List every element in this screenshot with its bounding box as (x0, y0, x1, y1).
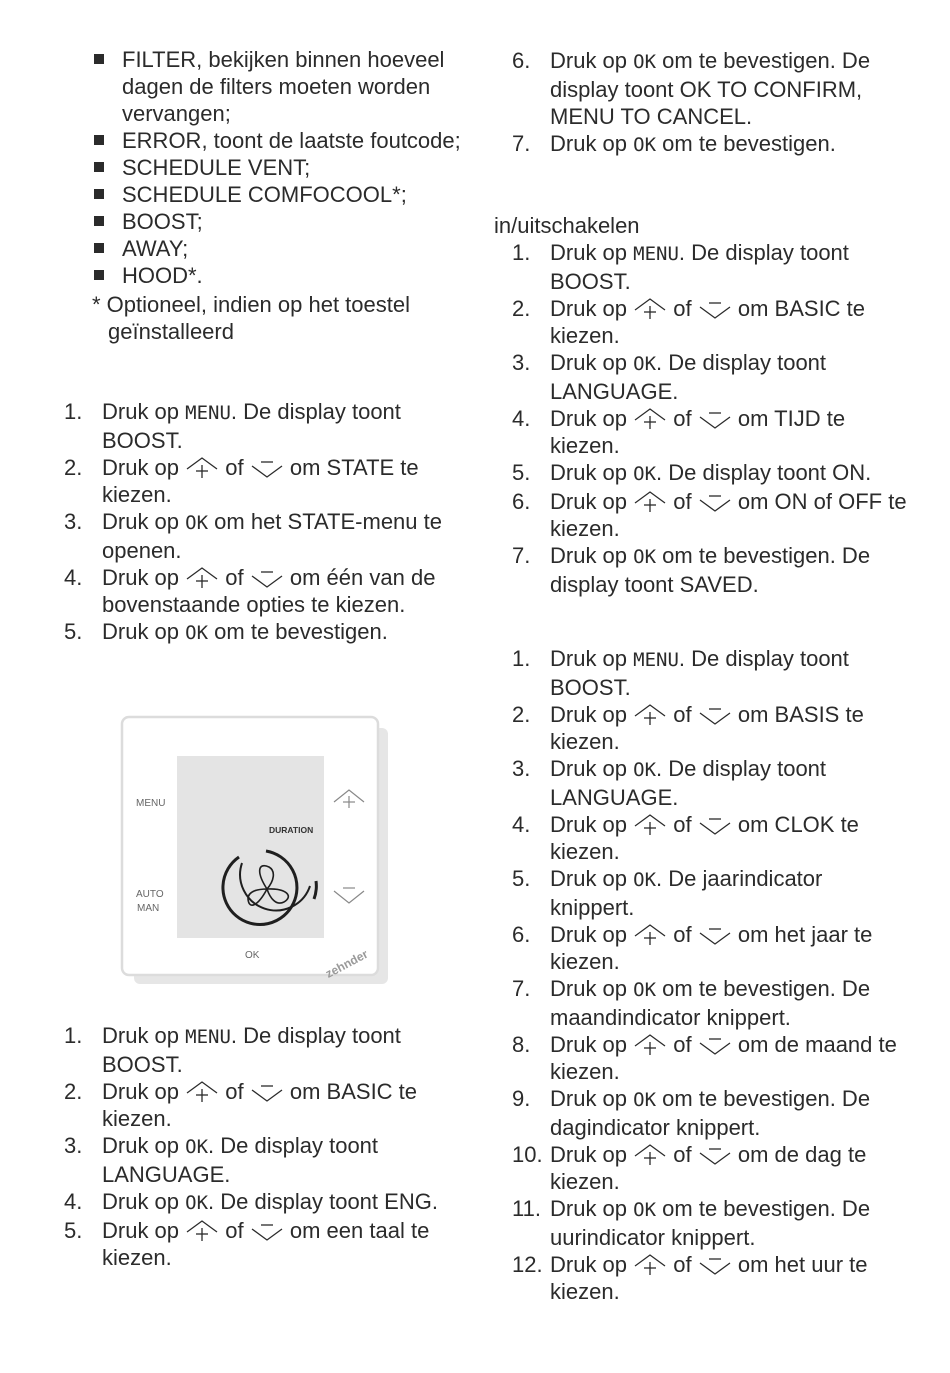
of-connector: of (673, 406, 692, 431)
up-arrow-plus-icon (633, 922, 667, 948)
step-text-pre: Druk op (550, 1086, 634, 1111)
confirm-steps-list (512, 47, 912, 159)
step-number: 8. (512, 1032, 531, 1057)
section-heading: in/uitschakelen (494, 213, 640, 238)
step-text-post: . De jaarindicator knippert. (550, 866, 823, 920)
of-connector: of (673, 812, 692, 837)
step-text-post: . De display toont LANGUAGE. (102, 1133, 379, 1187)
step-item (512, 349, 912, 405)
step-text-pre: Druk op (550, 1142, 634, 1167)
up-arrow-plus-icon (633, 702, 667, 728)
ok-button-label: OK (185, 1192, 209, 1214)
step-text-post: . De display toont BOOST. (550, 646, 849, 700)
step-item (64, 454, 464, 508)
step-item (512, 1195, 912, 1251)
step-text-pre: Druk op (550, 812, 634, 837)
state-steps-list (64, 398, 464, 647)
step-number: 6. (512, 922, 531, 947)
down-arrow-minus-icon (698, 702, 732, 728)
of-connector: of (225, 1218, 244, 1243)
step-text-post: . De display toont ENG. (208, 1189, 438, 1214)
step-item (64, 508, 464, 564)
step-text-post: om ON of OFF te kiezen. (550, 489, 907, 541)
step-item (512, 459, 912, 488)
step-text-post: om STATE te kiezen. (102, 455, 419, 507)
ok-button-label: OK (633, 1089, 657, 1111)
of-connector: of (225, 455, 244, 480)
step-number: 3. (512, 756, 531, 781)
ok-button-label: OK (633, 546, 657, 568)
step-item (64, 1132, 464, 1188)
step-item (512, 975, 912, 1031)
clock-steps (512, 645, 912, 1305)
menu-button-label: MENU (633, 243, 679, 265)
step-text-post: . De display toont LANGUAGE. (550, 756, 827, 810)
step-text-post: om het jaar te kiezen. (550, 922, 873, 974)
step-item (512, 1031, 912, 1085)
note-line-1: * Optioneel, indien op het toestel (92, 292, 411, 317)
step-text-post: . De display toont BOOST. (102, 399, 401, 453)
down-arrow-minus-icon (250, 455, 284, 481)
state-steps (64, 398, 464, 647)
step-item (512, 239, 912, 295)
step-text-post: om te bevestigen. (208, 619, 388, 644)
ok-button-label: OK (633, 134, 657, 156)
menu-button-label: MENU (633, 649, 679, 671)
ok-button-label: OK (633, 759, 657, 781)
step-text-post: om een taal te kiezen. (102, 1218, 430, 1270)
of-connector: of (673, 922, 692, 947)
step-number: 5. (512, 866, 531, 891)
down-arrow-minus-icon (698, 296, 732, 322)
step-text-post: . De display toont BOOST. (550, 240, 849, 294)
step-number: 5. (64, 1218, 83, 1243)
step-text-pre: Druk op (550, 866, 634, 891)
optional-note (92, 291, 462, 345)
step-item (512, 542, 912, 598)
step-item (512, 1085, 912, 1141)
step-text-post: . De display toont LANGUAGE. (550, 350, 827, 404)
step-text-post: om te bevestigen. De display toont OK TO CONFIRM, MENU TO CANCEL. (550, 48, 871, 129)
step-text-post: om één van de bovenstaande opties te kiezen. (102, 565, 436, 617)
auto-label: AUTO (136, 889, 164, 900)
up-arrow-plus-icon (633, 489, 667, 515)
step-text-pre: Druk op (550, 489, 634, 514)
step-text-pre: Druk op (102, 565, 186, 590)
ok-button-label: OK (633, 353, 657, 375)
duration-label: DURATION (269, 825, 314, 835)
step-item (512, 1251, 912, 1305)
step-item (512, 811, 912, 865)
bullet-item: SCHEDULE COMFOCOOL*; (92, 181, 462, 208)
step-number: 12. (512, 1252, 543, 1277)
step-number: 1. (64, 399, 83, 424)
bullet-item: BOOST; (92, 208, 462, 235)
step-text-post: om BASIC te kiezen. (550, 296, 866, 348)
step-number: 3. (64, 1133, 83, 1158)
up-arrow-plus-icon (633, 1252, 667, 1278)
step-number: 1. (512, 646, 531, 671)
step-number: 6. (512, 48, 531, 73)
man-label: MAN (137, 903, 160, 914)
step-text-post: om te bevestigen. De display toont SAVED. (550, 543, 871, 597)
menu-button-label: MENU (185, 1026, 231, 1048)
down-arrow-minus-icon (698, 922, 732, 948)
of-connector: of (673, 1142, 692, 1167)
confirm-steps (512, 47, 912, 159)
step-number: 5. (64, 619, 83, 644)
of-connector: of (673, 1032, 692, 1057)
step-item (512, 701, 912, 755)
ok-button-label: OK (185, 1136, 209, 1158)
of-connector: of (225, 1079, 244, 1104)
bullet-item: FILTER, bekijken binnen hoeveel dagen de filters moeten worden vervangen; (92, 46, 462, 127)
step-number: 2. (512, 702, 531, 727)
step-item (512, 488, 912, 542)
step-number: 11. (512, 1196, 541, 1221)
up-arrow-plus-icon (185, 565, 219, 591)
step-text-post: . De display toont BOOST. (102, 1023, 401, 1077)
up-arrow-plus-icon (633, 1032, 667, 1058)
step-item (512, 405, 912, 459)
down-arrow-minus-icon (698, 489, 732, 515)
step-text-pre: Druk op (550, 543, 634, 568)
bullet-item: AWAY; (92, 235, 462, 262)
step-text-pre: Druk op (550, 646, 634, 671)
down-arrow-minus-icon (250, 1079, 284, 1105)
down-arrow-minus-icon (250, 565, 284, 591)
step-number: 4. (64, 1189, 83, 1214)
step-item (512, 755, 912, 811)
language-steps (64, 1022, 464, 1271)
of-connector: of (673, 296, 692, 321)
step-text-pre: Druk op (550, 240, 634, 265)
step-number: 4. (512, 812, 531, 837)
up-arrow-plus-icon (185, 1218, 219, 1244)
step-text-post: om het STATE-menu te openen. (102, 509, 442, 563)
step-text-pre: Druk op (550, 48, 634, 73)
step-text-pre: Druk op (550, 1252, 634, 1277)
step-item (512, 865, 912, 921)
step-number: 2. (64, 455, 83, 480)
up-arrow-plus-icon (633, 812, 667, 838)
step-text-pre: Druk op (550, 702, 634, 727)
step-text-post: om BASIS te kiezen. (550, 702, 864, 754)
device-illustration (118, 714, 392, 990)
step-item (512, 645, 912, 701)
step-text-pre: Druk op (550, 131, 634, 156)
status-options-list (92, 46, 462, 345)
step-text-post: om TIJD te kiezen. (550, 406, 846, 458)
step-text-pre: Druk op (102, 399, 186, 424)
step-item (64, 1188, 464, 1217)
step-text-pre: Druk op (550, 350, 634, 375)
step-number: 2. (512, 296, 531, 321)
ok-button-label: OK (633, 51, 657, 73)
step-text-pre: Druk op (550, 460, 634, 485)
device-screen (177, 756, 324, 938)
note-line-2: geïnstalleerd (108, 319, 234, 344)
bullet-item: HOOD*. (92, 262, 462, 289)
switch-steps-list (512, 239, 912, 598)
step-item (64, 618, 464, 647)
clock-steps-list (512, 645, 912, 1305)
controller-drawing (118, 714, 392, 990)
step-text-pre: Druk op (550, 406, 634, 431)
step-number: 3. (512, 350, 531, 375)
step-item (64, 1217, 464, 1271)
step-text-pre: Druk op (550, 976, 634, 1001)
step-text-post: om te bevestigen. De dagindicator knippert. (550, 1086, 871, 1140)
ok-button-label: OK (633, 979, 657, 1001)
menu-button-label: MENU (185, 402, 231, 424)
step-number: 3. (64, 509, 83, 534)
down-arrow-minus-icon (698, 406, 732, 432)
step-item (64, 1022, 464, 1078)
step-text-post: om de maand te kiezen. (550, 1032, 897, 1084)
brand-logo: zehnder (323, 946, 371, 981)
step-item (64, 564, 464, 618)
step-item (512, 921, 912, 975)
step-text-post: om BASIC te kiezen. (102, 1079, 418, 1131)
step-text-post: om het uur te kiezen. (550, 1252, 868, 1304)
language-steps-list (64, 1022, 464, 1271)
ok-button-label: OK (633, 1199, 657, 1221)
step-number: 10. (512, 1142, 543, 1167)
menu-label: MENU (136, 798, 166, 809)
step-item (512, 47, 912, 130)
step-number: 4. (64, 565, 83, 590)
of-connector: of (673, 489, 692, 514)
down-arrow-minus-icon (698, 812, 732, 838)
step-text-pre: Druk op (550, 1196, 634, 1221)
step-number: 2. (64, 1079, 83, 1104)
down-arrow-minus-icon (698, 1032, 732, 1058)
step-number: 1. (512, 240, 531, 265)
step-text-pre: Druk op (550, 922, 634, 947)
step-number: 1. (64, 1023, 83, 1048)
step-text-pre: Druk op (102, 1218, 186, 1243)
step-text-post: om de dag te kiezen. (550, 1142, 867, 1194)
ok-button-label: OK (633, 869, 657, 891)
step-text-post: om te bevestigen. De uurindicator knippert. (550, 1196, 871, 1250)
bullet-item: ERROR, toont de laatste foutcode; (92, 127, 462, 154)
step-item (64, 1078, 464, 1132)
bullet-item: SCHEDULE VENT; (92, 154, 462, 181)
step-text-pre: Druk op (102, 619, 186, 644)
step-item (512, 295, 912, 349)
step-text-pre: Druk op (102, 1023, 186, 1048)
down-arrow-minus-icon (698, 1252, 732, 1278)
step-number: 7. (512, 131, 531, 156)
step-item (512, 130, 912, 159)
step-number: 5. (512, 460, 531, 485)
up-arrow-plus-icon (185, 1079, 219, 1105)
step-text-pre: Druk op (102, 1133, 186, 1158)
step-text-post: om CLOK te kiezen. (550, 812, 859, 864)
step-number: 6. (512, 489, 531, 514)
ok-button-label: OK (185, 512, 209, 534)
step-text-post: om te bevestigen. De maandindicator knippert. (550, 976, 871, 1030)
step-item (64, 398, 464, 454)
step-number: 7. (512, 976, 531, 1001)
bullet-list (92, 46, 462, 289)
step-text-pre: Druk op (102, 455, 186, 480)
up-arrow-plus-icon (185, 455, 219, 481)
step-text-pre: Druk op (550, 296, 634, 321)
of-connector: of (673, 702, 692, 727)
step-text-post: om te bevestigen. (656, 131, 836, 156)
up-arrow-plus-icon (633, 406, 667, 432)
down-arrow-minus-icon (250, 1218, 284, 1244)
step-number: 7. (512, 543, 531, 568)
up-arrow-plus-icon (633, 296, 667, 322)
of-connector: of (225, 565, 244, 590)
step-text-pre: Druk op (550, 756, 634, 781)
ok-button-label: OK (633, 463, 657, 485)
ok-label: OK (245, 950, 260, 961)
step-number: 9. (512, 1086, 531, 1111)
step-text-pre: Druk op (550, 1032, 634, 1057)
down-arrow-minus-icon (698, 1142, 732, 1168)
step-text-pre: Druk op (102, 1079, 186, 1104)
of-connector: of (673, 1252, 692, 1277)
step-item (512, 1141, 912, 1195)
up-arrow-plus-icon (633, 1142, 667, 1168)
step-number: 4. (512, 406, 531, 431)
step-text-pre: Druk op (102, 1189, 186, 1214)
switch-steps (512, 239, 912, 598)
ok-button-label: OK (185, 622, 209, 644)
step-text-pre: Druk op (102, 509, 186, 534)
step-text-post: . De display toont ON. (656, 460, 872, 485)
